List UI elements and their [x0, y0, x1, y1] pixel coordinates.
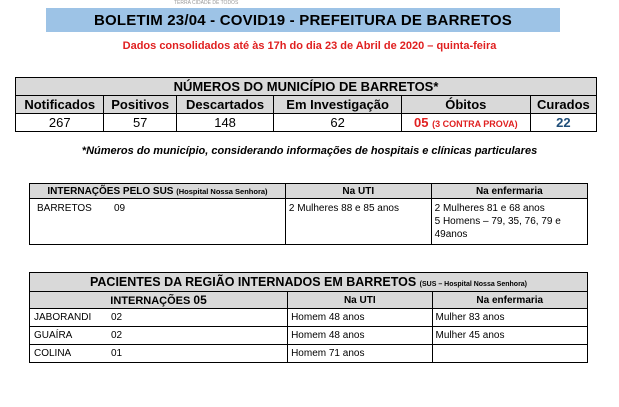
sus-row-count: 09 — [114, 203, 126, 214]
regiao-row-city-cell — [30, 345, 288, 363]
regiao-row-uti: Homem 48 anos — [288, 309, 432, 327]
table-row — [30, 345, 588, 363]
sus-table — [29, 183, 588, 245]
regiao-row-city-cell — [30, 327, 288, 345]
sus-row-city: BARRETOS — [37, 203, 92, 214]
value-curados: 22 — [530, 114, 596, 132]
col-curados: Curados — [530, 96, 596, 114]
col-em-investigacao: Em Investigação — [274, 96, 402, 114]
value-em-investigacao: 62 — [274, 114, 402, 132]
table-row — [30, 309, 588, 327]
regiao-col-enfermaria: Na enfermaria — [432, 292, 587, 309]
col-notificados: Notificados — [16, 96, 104, 114]
sus-enfermaria-line-2: 5 Homens – 79, 35, 76, 79 e 49anos — [434, 216, 561, 240]
value-descartados: 148 — [176, 114, 273, 132]
regiao-row-enfermaria: Mulher 45 anos — [432, 327, 587, 345]
sus-title-cell — [30, 184, 286, 199]
regiao-row-enfermaria: Mulher 83 anos — [432, 309, 587, 327]
bulletin-title: BOLETIM 23/04 - COVID19 - PREFEITURA DE BARRETOS — [46, 8, 560, 32]
regiao-intern-label: INTERNAÇÕES — [110, 295, 191, 307]
municipio-footnote: *Números do município, considerando informações de hospitais e clínicas particulares — [81, 145, 538, 157]
regiao-title: PACIENTES DA REGIÃO INTERNADOS EM BARRETOS — [89, 275, 417, 289]
regiao-row-count: 01 — [111, 348, 123, 359]
sus-title: INTERNAÇÕES PELO SUS — [47, 185, 174, 197]
logo-caption: TERRA CIDADE DE TODOS — [174, 0, 239, 6]
value-notificados: 267 — [16, 114, 104, 132]
regiao-table — [29, 272, 588, 363]
regiao-intern-cell — [30, 292, 288, 309]
municipio-title: NÚMEROS DO MUNICÍPIO DE BARRETOS* — [16, 78, 597, 96]
sus-col-uti: Na UTI — [285, 184, 431, 199]
sus-row-city-cell — [30, 199, 286, 245]
col-obitos: Óbitos — [401, 96, 530, 114]
bulletin-subtitle: Dados consolidados até às 17h do dia 23 de Abril de 2020 – quinta-feira — [122, 40, 497, 52]
value-obitos — [401, 114, 530, 132]
regiao-row-count: 02 — [111, 312, 123, 323]
sus-enfermaria-line-1: 2 Mulheres 81 e 68 anos — [434, 203, 545, 214]
regiao-row-city: COLINA — [34, 348, 72, 359]
regiao-row-uti: Homem 48 anos — [288, 327, 432, 345]
regiao-row-city: GUAÍRA — [34, 330, 73, 341]
obitos-count: 05 — [414, 115, 429, 130]
regiao-title-cell — [30, 273, 588, 292]
regiao-row-uti: Homem 71 anos — [288, 345, 432, 363]
regiao-row-city: JABORANDI — [34, 312, 92, 323]
obitos-note: (3 CONTRA PROVA) — [432, 119, 518, 129]
regiao-col-uti: Na UTI — [288, 292, 432, 309]
sus-title-note: (Hospital Nossa Senhora) — [176, 186, 268, 196]
regiao-row-count: 02 — [111, 330, 123, 341]
regiao-row-city-cell — [30, 309, 288, 327]
regiao-row-enfermaria — [432, 345, 587, 363]
regiao-title-note: (SUS – Hospital Nossa Senhora) — [419, 281, 528, 288]
sus-col-enfermaria: Na enfermaria — [431, 184, 587, 199]
value-positivos: 57 — [104, 114, 176, 132]
col-descartados: Descartados — [176, 96, 273, 114]
table-row — [30, 327, 588, 345]
municipio-table — [15, 77, 597, 132]
regiao-intern-count: 05 — [193, 293, 207, 307]
sus-row-uti: 2 Mulheres 88 e 85 anos — [285, 199, 431, 245]
col-positivos: Positivos — [104, 96, 176, 114]
sus-row-enfermaria — [431, 199, 587, 245]
